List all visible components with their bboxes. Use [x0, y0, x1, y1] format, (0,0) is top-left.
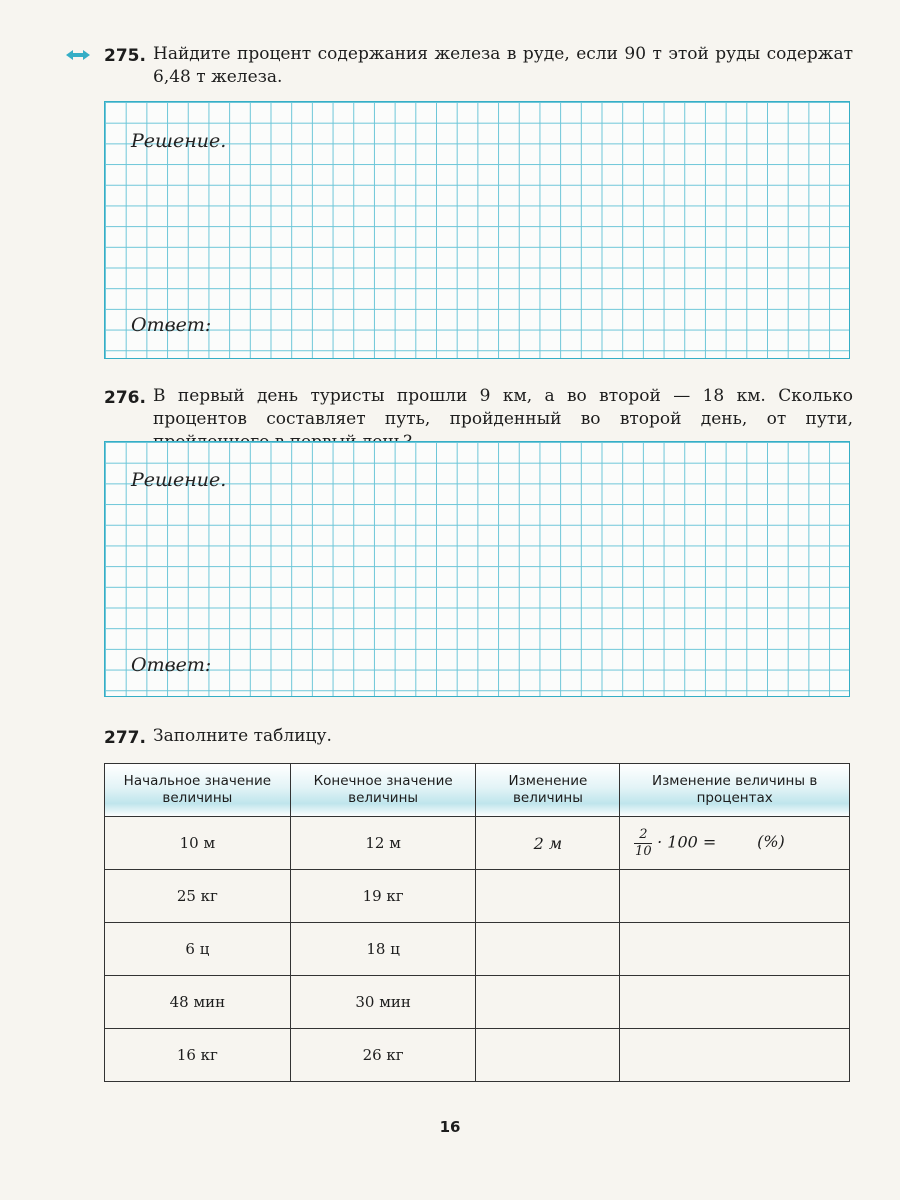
answer-label: Ответ:: [131, 654, 212, 676]
header-start: Начальное значение величины: [105, 764, 291, 817]
table-row: [105, 1029, 850, 1082]
task-text: В первый день туристы прошли 9 км, а во второй — 18 км. Сколько процентов составляет путь, пройденный во второй день, от пути,: [153, 386, 853, 429]
table-row: [105, 870, 850, 923]
cell-percent[interactable]: [620, 817, 850, 870]
fraction-numerator: 2: [639, 826, 648, 842]
solution-label: Решение.: [131, 130, 227, 152]
cell-change[interactable]: [476, 923, 620, 976]
cell-percent[interactable]: [620, 923, 850, 976]
answer-label: Ответ:: [131, 314, 212, 336]
percent-unit: (%): [757, 832, 785, 851]
cell-end: 12 м: [290, 817, 476, 870]
fraction: [634, 828, 652, 859]
cell-change[interactable]: [476, 976, 620, 1029]
cell-percent[interactable]: [620, 1029, 850, 1082]
cell-end: 30 мин: [290, 976, 476, 1029]
task-number: 277.: [104, 728, 146, 748]
cell-change[interactable]: [476, 870, 620, 923]
solution-label: Решение.: [131, 469, 227, 491]
cell-start: 25 кг: [105, 870, 291, 923]
cell-percent[interactable]: [620, 870, 850, 923]
table-row: [105, 817, 850, 870]
header-change: Изменение величины: [476, 764, 620, 817]
cell-change[interactable]: [476, 1029, 620, 1082]
header-end: Конечное значение величины: [290, 764, 476, 817]
task-text: Найдите процент содержания железа в руде, если 90 т этой руды содержат 6,48 т железа.: [153, 44, 853, 87]
cell-change[interactable]: 2 м: [476, 817, 620, 870]
task-number: 276.: [104, 388, 146, 408]
cell-percent[interactable]: [620, 976, 850, 1029]
cell-start: 10 м: [105, 817, 291, 870]
answer-grid-276[interactable]: [104, 441, 850, 697]
values-table: [104, 763, 850, 1082]
fraction-denominator: 10: [635, 843, 652, 859]
cell-end: 18 ц: [290, 923, 476, 976]
cell-start: 16 кг: [105, 1029, 291, 1082]
cell-start: 48 мин: [105, 976, 291, 1029]
double-arrow-icon: [64, 48, 92, 62]
page-number: 16: [439, 1118, 461, 1136]
cell-start: 6 ц: [105, 923, 291, 976]
task-text: Заполните таблицу.: [153, 726, 332, 746]
answer-grid-275[interactable]: [104, 101, 850, 359]
table-row: [105, 923, 850, 976]
cell-end: 26 кг: [290, 1029, 476, 1082]
header-percent: Изменение величины в процентах: [620, 764, 850, 817]
task-number: 275.: [104, 46, 146, 66]
table-row: [105, 976, 850, 1029]
table-header-row: [105, 764, 850, 817]
formula-text: · 100 =: [657, 832, 717, 851]
cell-end: 19 кг: [290, 870, 476, 923]
